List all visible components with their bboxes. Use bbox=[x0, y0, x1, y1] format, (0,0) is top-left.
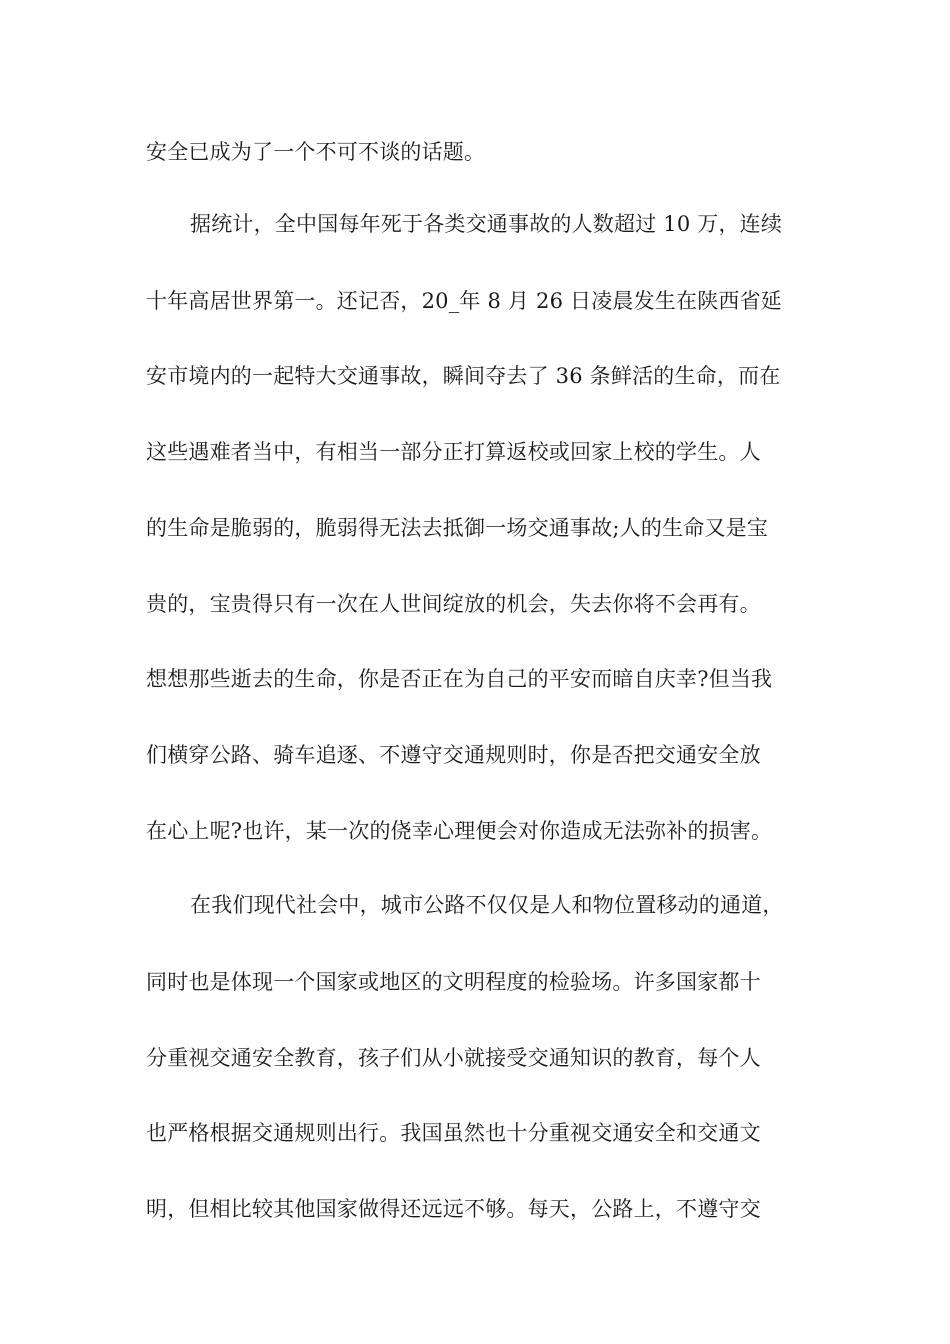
paragraph-first-line: 在我们现代社会中，城市公路不仅仅是人和物位置移动的通道， bbox=[190, 893, 784, 917]
text-line: 也严格根据交通规则出行。我国虽然也十分重视交通安全和交通文 bbox=[146, 1121, 761, 1145]
text-line: 在心上呢?也许，某一次的侥幸心理便会对你造成无法弥补的损害。 bbox=[146, 819, 773, 843]
text-line: 十年高居世界第一。还记否，20_年 8 月 26 日凌晨发生在陕西省延 bbox=[146, 289, 783, 313]
paragraph-first-line: 据统计，全中国每年死于各类交通事故的人数超过 10 万，连续 bbox=[190, 212, 783, 236]
text-line: 分重视交通安全教育，孩子们从小就接受交通知识的教育，每个人 bbox=[146, 1046, 761, 1070]
text-line: 的生命是脆弱的，脆弱得无法去抵御一场交通事故;人的生命又是宝 bbox=[146, 516, 769, 540]
text-line: 们横穿公路、骑车追逐、不遵守交通规则时，你是否把交通安全放 bbox=[146, 743, 761, 767]
text-line: 明，但相比较其他国家做得还远远不够。每天，公路上，不遵守交 bbox=[146, 1197, 761, 1221]
text-line: 安全已成为了一个不可不谈的话题。 bbox=[146, 140, 486, 164]
text-line: 贵的，宝贵得只有一次在人世间绽放的机会，失去你将不会再有。 bbox=[146, 592, 761, 616]
text-line: 安市境内的一起特大交通事故，瞬间夺去了 36 条鲜活的生命，而在 bbox=[146, 364, 781, 388]
text-line: 这些遇难者当中，有相当一部分正打算返校或回家上校的学生。人 bbox=[146, 440, 761, 464]
text-line: 同时也是体现一个国家或地区的文明程度的检验场。许多国家都十 bbox=[146, 970, 761, 994]
text-line: 想想那些逝去的生命，你是否正在为自己的平安而暗自庆幸?但当我 bbox=[146, 667, 773, 691]
